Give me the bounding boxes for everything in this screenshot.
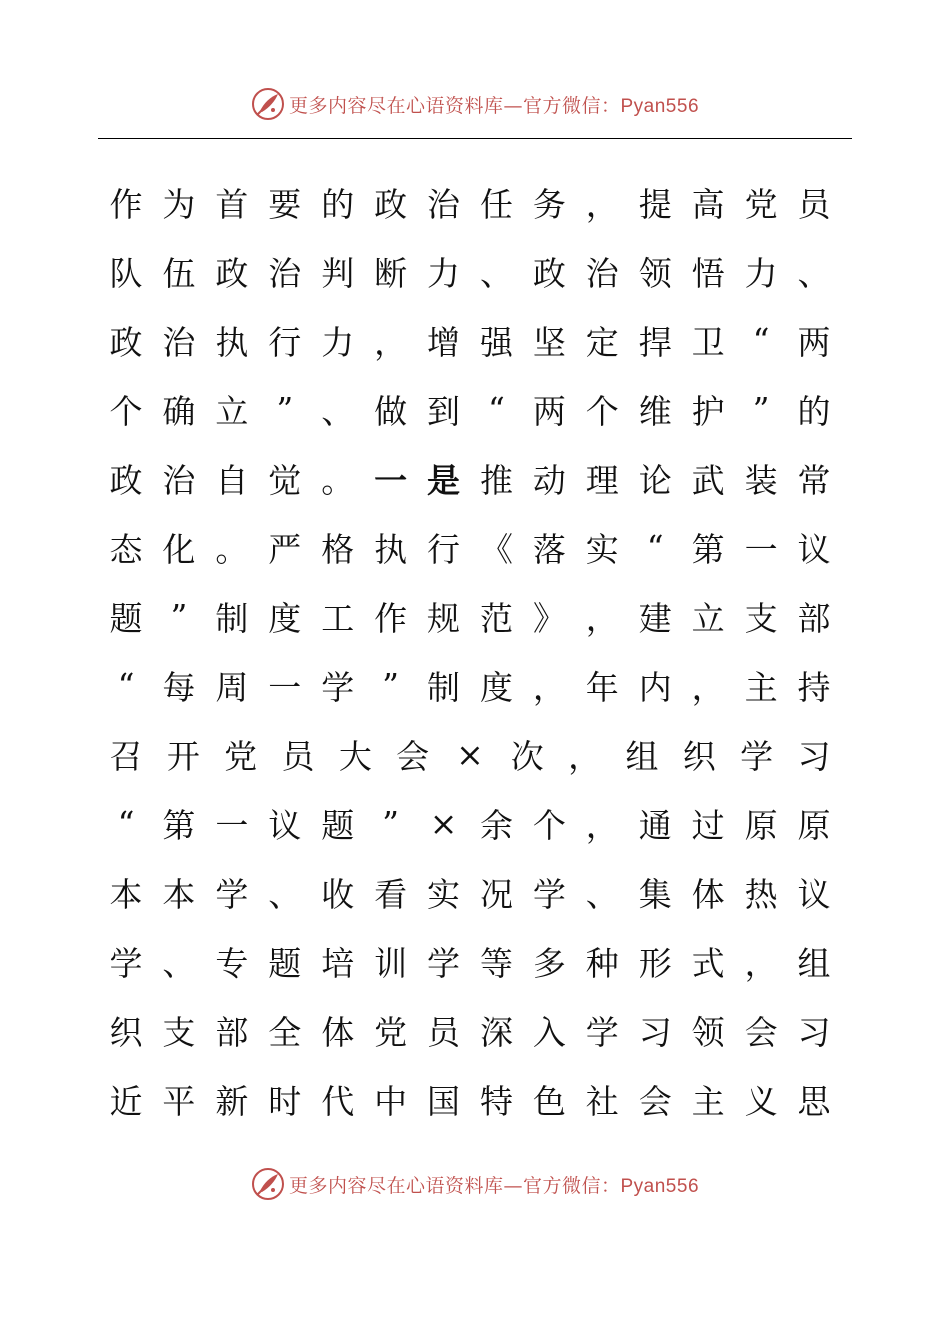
- text-char: 力: [744, 254, 778, 293]
- text-char: 员: [281, 737, 315, 776]
- text-char: 断: [374, 254, 408, 293]
- text-line: [108, 513, 832, 582]
- text-line: [108, 789, 832, 858]
- text-char: 会: [744, 1013, 778, 1052]
- text-char: 一: [744, 530, 778, 569]
- text-char: 近: [109, 1082, 143, 1121]
- text-char: 、: [268, 875, 302, 914]
- text-char: 的: [797, 392, 831, 431]
- text-char: 中: [374, 1082, 408, 1121]
- text-char: 思: [797, 1082, 831, 1121]
- text-line: [108, 168, 832, 237]
- text-char: 强: [479, 323, 513, 362]
- text-char: 治: [162, 323, 196, 362]
- text-char: 会: [638, 1082, 672, 1121]
- text-char: 时: [268, 1082, 302, 1121]
- text-char: 觉: [268, 461, 302, 500]
- text-char: 首: [215, 185, 249, 224]
- text-char: “: [646, 528, 664, 567]
- header-wechat-id: Pyan556: [620, 95, 700, 117]
- text-char: 度: [268, 599, 302, 638]
- text-line: [108, 651, 832, 720]
- text-char: ，: [532, 668, 566, 707]
- text-char: 要: [268, 185, 302, 224]
- text-char: 政: [109, 461, 143, 500]
- text-char: 个: [109, 392, 143, 431]
- text-char: 领: [638, 254, 672, 293]
- text-char: 次: [510, 737, 544, 776]
- text-char: 建: [638, 599, 672, 638]
- text-char: 判: [321, 254, 355, 293]
- text-char: 每: [162, 668, 196, 707]
- text-char: 织: [682, 737, 716, 776]
- text-line: [108, 375, 832, 444]
- text-char: 立: [215, 392, 249, 431]
- text-char: 理: [585, 461, 619, 500]
- text-char: “: [117, 804, 135, 843]
- text-char: ，: [568, 737, 602, 776]
- text-char: 装: [744, 461, 778, 500]
- text-char: 原: [797, 806, 831, 845]
- text-char: 织: [109, 1013, 143, 1052]
- text-char: “: [488, 390, 505, 429]
- footer-banner: [0, 1166, 950, 1202]
- text-char: 制: [427, 668, 461, 707]
- text-char: 召: [109, 737, 143, 776]
- text-line: [108, 237, 832, 306]
- text-char: 等: [479, 944, 513, 983]
- text-char: 况: [479, 875, 513, 914]
- text-char: 一: [374, 461, 408, 500]
- text-char: ×: [456, 735, 484, 774]
- text-char: 力: [427, 254, 461, 293]
- text-line: [108, 720, 832, 789]
- text-char: 通: [638, 806, 672, 845]
- text-char: ”: [382, 804, 400, 843]
- text-char: 党: [744, 185, 778, 224]
- text-char: 学: [215, 875, 249, 914]
- text-char: 开: [166, 737, 200, 776]
- text-char: 治: [427, 185, 461, 224]
- text-char: 增: [427, 323, 461, 362]
- footer-banner-text: 更多内容尽在心语资料库—官方微信：: [288, 1174, 621, 1197]
- text-char: 集: [638, 875, 672, 914]
- text-char: 治: [162, 461, 196, 500]
- text-char: 严: [268, 530, 302, 569]
- text-char: 定: [585, 323, 619, 362]
- text-char: 学: [532, 875, 566, 914]
- text-char: 力: [321, 323, 355, 362]
- text-char: 义: [744, 1082, 778, 1121]
- text-char: 全: [268, 1013, 302, 1052]
- text-char: 、: [162, 944, 196, 983]
- text-char: 维: [638, 392, 672, 431]
- text-char: 新: [215, 1082, 249, 1121]
- text-char: 作: [109, 185, 143, 224]
- text-char: 主: [691, 1082, 725, 1121]
- text-char: 式: [691, 944, 725, 983]
- text-char: 平: [162, 1082, 196, 1121]
- text-char: 议: [268, 806, 302, 845]
- quill-pen-logo-icon: [251, 87, 285, 121]
- text-char: 领: [691, 1013, 725, 1052]
- text-char: 收: [321, 875, 355, 914]
- text-char: 内: [638, 668, 672, 707]
- text-char: 议: [797, 530, 831, 569]
- text-char: 政: [215, 254, 249, 293]
- text-char: 主: [744, 668, 778, 707]
- text-char: 部: [215, 1013, 249, 1052]
- text-char: 个: [532, 806, 566, 845]
- text-char: 体: [691, 875, 725, 914]
- text-char: 。: [321, 461, 355, 500]
- text-char: 态: [109, 530, 143, 569]
- text-char: 一: [215, 806, 249, 845]
- text-line: [108, 444, 832, 513]
- text-char: 、: [585, 875, 619, 914]
- text-char: 一: [268, 668, 302, 707]
- text-char: 两: [532, 392, 566, 431]
- text-char: “: [752, 321, 770, 360]
- text-char: 执: [374, 530, 408, 569]
- text-char: 推: [479, 461, 513, 500]
- text-char: 政: [109, 323, 143, 362]
- text-char: 多: [532, 944, 566, 983]
- text-char: 自: [215, 461, 249, 500]
- text-char: 学: [740, 737, 774, 776]
- text-char: 确: [162, 392, 196, 431]
- text-char: 常: [797, 461, 831, 500]
- text-char: 伍: [162, 254, 196, 293]
- text-char: 会: [396, 737, 430, 776]
- text-char: 部: [797, 599, 831, 638]
- header-banner-text: 更多内容尽在心语资料库—官方微信：: [288, 94, 621, 117]
- text-char: 特: [479, 1082, 513, 1121]
- text-char: 国: [427, 1082, 461, 1121]
- text-char: ”: [752, 390, 770, 429]
- text-char: 武: [691, 461, 725, 500]
- text-char: 务: [532, 185, 566, 224]
- text-char: 训: [374, 944, 408, 983]
- text-char: 、: [479, 254, 513, 293]
- text-char: 持: [797, 668, 831, 707]
- text-char: ，: [744, 944, 778, 983]
- text-char: 热: [744, 875, 778, 914]
- text-line: [108, 996, 832, 1065]
- text-char: “: [117, 666, 135, 705]
- quill-pen-logo-icon: [251, 1167, 285, 1201]
- text-char: 作: [374, 599, 408, 638]
- text-char: ”: [276, 390, 294, 429]
- text-char: 形: [638, 944, 672, 983]
- text-char: 学: [321, 668, 355, 707]
- text-char: 、: [321, 392, 355, 431]
- text-char: 政: [374, 185, 408, 224]
- text-char: 化: [162, 530, 196, 569]
- text-char: 任: [479, 185, 513, 224]
- text-char: 制: [215, 599, 249, 638]
- text-char: ，: [585, 806, 619, 845]
- text-char: 提: [638, 185, 672, 224]
- text-char: 第: [162, 806, 196, 845]
- text-char: 本: [109, 875, 143, 914]
- text-char: 员: [797, 185, 831, 224]
- text-char: 题: [321, 806, 355, 845]
- text-char: 年: [585, 668, 619, 707]
- text-char: 。: [215, 530, 249, 569]
- text-char: 入: [532, 1013, 566, 1052]
- text-char: 学: [585, 1013, 619, 1052]
- text-char: 护: [691, 392, 725, 431]
- text-char: 习: [797, 1013, 831, 1052]
- text-char: 到: [427, 392, 461, 431]
- text-char: 执: [215, 323, 249, 362]
- text-char: 卫: [691, 323, 725, 362]
- text-char: 学: [427, 944, 461, 983]
- text-char: 过: [691, 806, 725, 845]
- text-char: 治: [268, 254, 302, 293]
- text-char: 题: [109, 599, 143, 638]
- text-char: 行: [268, 323, 302, 362]
- text-char: 议: [797, 875, 831, 914]
- text-line: [108, 306, 832, 375]
- text-char: 《: [479, 530, 513, 569]
- text-char: 捍: [638, 323, 672, 362]
- text-char: 代: [321, 1082, 355, 1121]
- text-char: 度: [479, 668, 513, 707]
- text-char: ”: [170, 597, 188, 636]
- text-char: 社: [585, 1082, 619, 1121]
- document-body: [108, 168, 832, 1134]
- text-line: [108, 858, 832, 927]
- text-char: 做: [374, 392, 408, 431]
- text-char: 治: [585, 254, 619, 293]
- text-char: 的: [321, 185, 355, 224]
- text-char: 为: [162, 185, 196, 224]
- text-char: 专: [215, 944, 249, 983]
- text-char: 习: [638, 1013, 672, 1052]
- header-rule: [98, 138, 852, 139]
- text-char: 工: [321, 599, 355, 638]
- text-char: 实: [585, 530, 619, 569]
- text-char: 范: [479, 599, 513, 638]
- text-char: 两: [797, 323, 831, 362]
- text-char: ，: [374, 323, 408, 362]
- text-char: ×: [429, 804, 458, 843]
- text-char: 看: [374, 875, 408, 914]
- text-char: 组: [797, 944, 831, 983]
- text-char: 规: [427, 599, 461, 638]
- text-char: 、: [797, 254, 831, 293]
- text-char: 原: [744, 806, 778, 845]
- text-char: 格: [321, 530, 355, 569]
- footer-wechat-id: Pyan556: [620, 1175, 700, 1197]
- text-char: 悟: [691, 254, 725, 293]
- text-char: 党: [374, 1013, 408, 1052]
- text-char: 行: [427, 530, 461, 569]
- text-char: 动: [532, 461, 566, 500]
- text-char: 习: [797, 737, 831, 776]
- text-char: 支: [744, 599, 778, 638]
- text-char: 坚: [532, 323, 566, 362]
- text-char: 培: [321, 944, 355, 983]
- text-char: 队: [109, 254, 143, 293]
- text-char: 员: [427, 1013, 461, 1052]
- header-banner: [0, 86, 950, 122]
- text-line: [108, 582, 832, 651]
- text-char: 体: [321, 1013, 355, 1052]
- text-char: 落: [532, 530, 566, 569]
- text-char: 立: [691, 599, 725, 638]
- text-char: 题: [268, 944, 302, 983]
- text-char: 支: [162, 1013, 196, 1052]
- text-char: 实: [427, 875, 461, 914]
- text-char: 余: [479, 806, 513, 845]
- text-char: 本: [162, 875, 196, 914]
- text-char: ，: [691, 668, 725, 707]
- text-char: 周: [215, 668, 249, 707]
- text-char: ，: [585, 599, 619, 638]
- text-line: [108, 927, 832, 996]
- text-char: 高: [691, 185, 725, 224]
- text-char: 种: [585, 944, 619, 983]
- text-char: 色: [532, 1082, 566, 1121]
- text-char: 党: [224, 737, 258, 776]
- text-char: 论: [638, 461, 672, 500]
- text-char: 是: [427, 461, 461, 500]
- text-char: ”: [382, 666, 400, 705]
- text-char: 个: [585, 392, 619, 431]
- text-char: 深: [479, 1013, 513, 1052]
- text-char: 学: [109, 944, 143, 983]
- text-char: 》: [532, 599, 566, 638]
- text-char: 第: [691, 530, 725, 569]
- text-char: 大: [338, 737, 372, 776]
- text-line: [108, 1065, 832, 1134]
- text-char: ，: [585, 185, 619, 224]
- text-char: 政: [532, 254, 566, 293]
- text-char: 组: [625, 737, 659, 776]
